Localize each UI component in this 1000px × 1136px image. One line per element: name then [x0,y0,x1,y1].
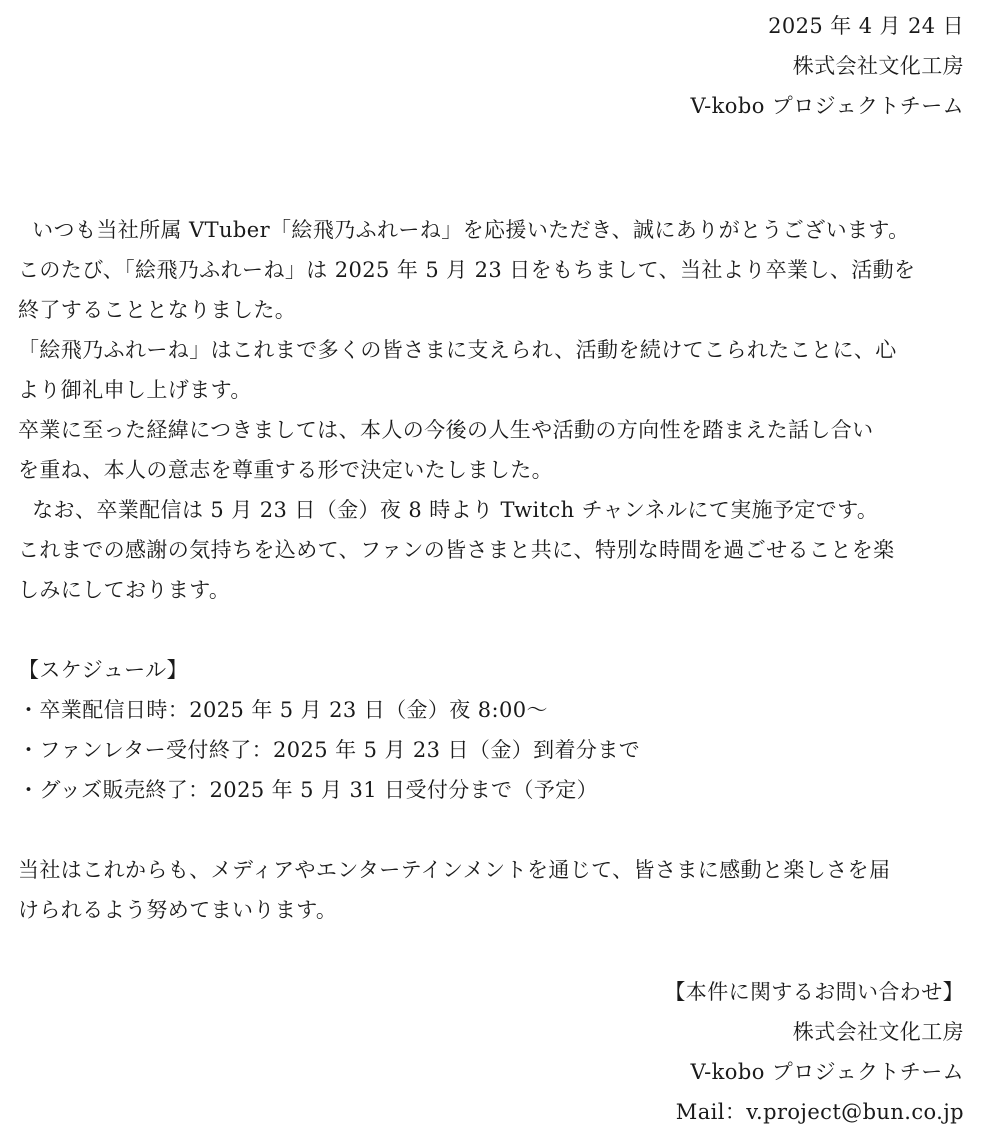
body-line: なお、卒業配信は 5 月 23 日（金）夜 8 時より Twitch チャンネルにて実施予定です。 [18,498,879,522]
body-line: より御礼申し上げます。 [18,378,252,402]
closing-section [18,850,964,930]
schedule-item: ・グッズ販売終了：2025 年 5 月 31 日受付分まで（予定） [18,778,599,802]
document-body [18,210,964,930]
body-line: このたび、「絵飛乃ふれーね」は 2025 年 5 月 23 日をもちまして、当社より卒業し、活動を [18,258,916,282]
schedule-item: ・卒業配信日時：2025 年 5 月 23 日（金）夜 8:00～ [18,698,548,722]
schedule-section [18,650,964,810]
body-line: いつも当社所属 VTuber「絵飛乃ふれーね」を応援いただき、誠にありがとうございます。 [18,218,910,242]
contact-mail: Mail：v.project@bun.co.jp [675,1100,964,1124]
contact-section [18,972,964,1132]
document-header [18,6,964,126]
contact-company: 株式会社文化工房 [792,1020,964,1044]
contact-heading: 【本件に関するお問い合わせ】 [664,980,964,1004]
body-line: 終了することとなりました。 [18,298,297,322]
section-spacer [18,610,964,650]
contact-team: V-kobo プロジェクトチーム [690,1060,964,1084]
body-line: しみにしております。 [18,578,231,602]
body-line: を重ね、本人の意志を尊重する形で決定いたしました。 [18,458,553,482]
body-line: 卒業に至った経緯につきましては、本人の今後の人生や活動の方向性を踏まえた話し合い [18,418,874,442]
schedule-heading: 【スケジュール】 [18,658,188,682]
section-spacer [18,810,964,850]
closing-line: けられるよう努めてまいります。 [18,898,338,922]
body-line: 「絵飛乃ふれーね」はこれまで多くの皆さまに支えられ、活動を続けてこられたことに、心 [18,338,897,362]
team-name: V-kobo プロジェクトチーム [690,94,964,118]
body-line: これまでの感謝の気持ちを込めて、ファンの皆さまと共に、特別な時間を過ごせることを楽 [18,538,895,562]
company-name: 株式会社文化工房 [792,54,964,78]
issue-date: 2025 年 4 月 24 日 [768,14,964,38]
closing-line: 当社はこれからも、メディアやエンターテインメントを通じて、皆さまに感動と楽しさを届 [18,858,891,882]
schedule-item: ・ファンレター受付終了：2025 年 5 月 23 日（金）到着分まで [18,738,641,762]
